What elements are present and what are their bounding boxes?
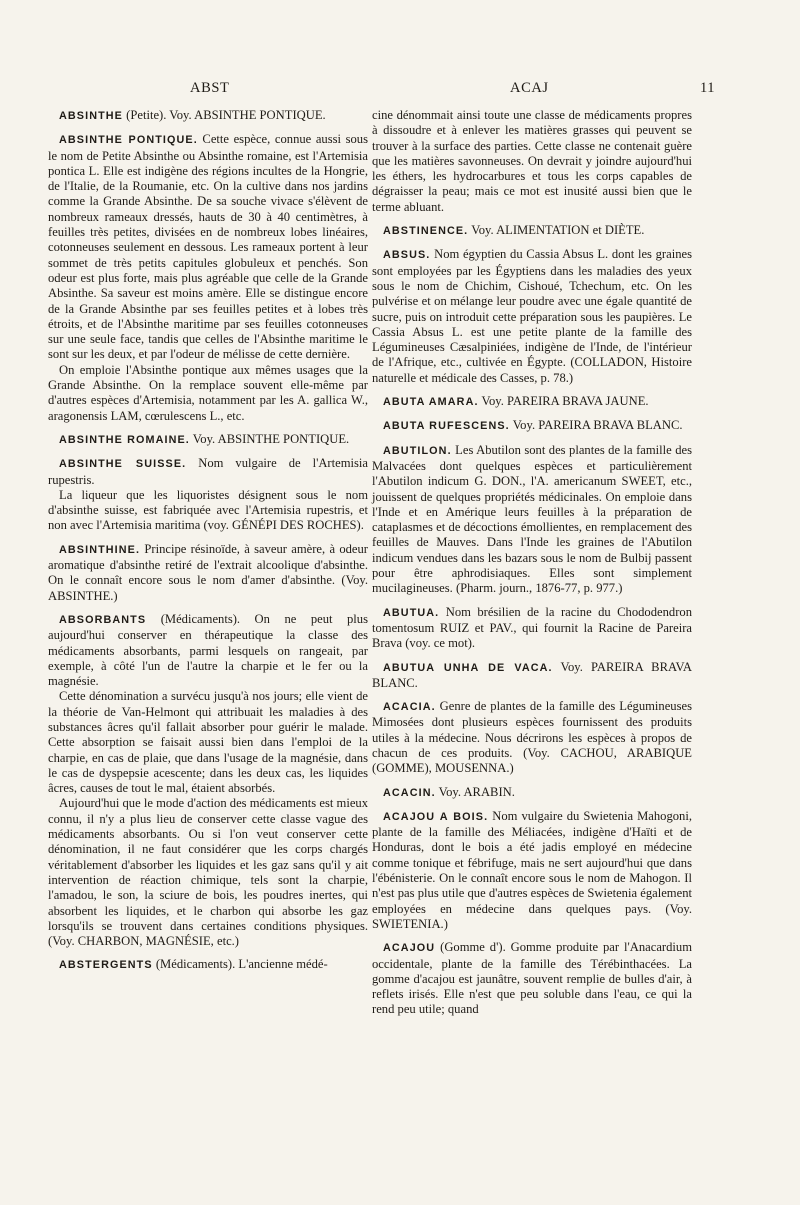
entry-text: Voy. ABSINTHE PONTIQUE. bbox=[192, 431, 350, 446]
entry-text: Nom vulgaire du Swietenia Mahogoni, plante de la famille des Méliacées, indigène d'Haïti et de Honduras, dont le bois a été jadis employé en médecine comme tonique et fébrifuge, mais ne sert aujourd'hui que dans l'ébénisterie. On le connaît encore sous le nom de Mahogon. Il n'est pas plus utile que d'autres espèces de Swietenia également employées en médecine dans quelques pays. (Voy. SWIETENIA.) bbox=[372, 808, 692, 931]
entry-paragraph bbox=[48, 796, 368, 949]
entry-paragraph bbox=[48, 432, 368, 448]
entry-paragraph bbox=[48, 612, 368, 689]
dictionary-entry bbox=[372, 418, 692, 434]
entry-headword: ABSTERGENTS bbox=[59, 959, 153, 972]
entry-headword: ABSUS. bbox=[383, 249, 431, 262]
right-column bbox=[372, 108, 692, 1026]
entry-headword: ABUTA AMARA. bbox=[383, 396, 479, 409]
entry-text: (Gomme d'). Gomme produite par l'Anacardium occidentale, plante de la famille des Térébinthacées. La gomme d'acajou est jaunâtre, souvent remplie de bulles d'air, à reflets irisés. Elle n'est que peu soluble dans l'eau, ce qui la rend peu utile; quand bbox=[372, 940, 692, 1017]
entry-paragraph bbox=[372, 418, 692, 434]
entry-text: Voy. ARABIN. bbox=[438, 784, 515, 799]
dictionary-entry bbox=[48, 432, 368, 448]
entry-text: Cette dénomination a survécu jusqu'à nos jours; elle vient de la théorie de Van-Helmont qui attribuait les maladies à des substances âcres qu'il fallait absorber pour guérir le malade. Cette absorption se faisait aussi bien dans l'emploi de la charpie, en cas de plaie, que dans l'usage de la magnésie, dans le cas de dyspepsie acescente; dans les deux cas, les liquides âcres, causes de tout le mal, étaient absorbés. bbox=[48, 689, 368, 796]
entry-text: Voy. PAREIRA BRAVA BLANC. bbox=[372, 659, 693, 690]
entry-headword: ABSORBANTS bbox=[59, 613, 147, 626]
page-number: 11 bbox=[700, 80, 716, 96]
entry-text: (Petite). Voy. ABSINTHE PONTIQUE. bbox=[126, 108, 326, 122]
entry-headword: ACAJOU bbox=[383, 942, 436, 955]
entry-text: Voy. PAREIRA BRAVA JAUNE. bbox=[481, 394, 649, 409]
entry-paragraph bbox=[372, 443, 692, 597]
entry-text: Les Abutilon sont des plantes de la famille des Malvacées dont quelques espèces et particulièrement l'Abutilon indicum G. DON., l'A. americanum SWEET, etc., jouissent de quelques propriétés médicinales. On emploie dans l'Inde et en Amérique leurs feuilles à la préparation de cataplasmes et de décoctions émollientes, en remplacement des feuilles de Mauves. Dans l'Inde les graines de l'Abutilon indicum vendues dans les bazars sous le nom de Bulbij passent pour être aphrodisiaques. Elles sont simplement mucilagineuses. (Pharm. journ., 1876-77, p. 977.) bbox=[372, 442, 692, 596]
dictionary-entry bbox=[372, 443, 692, 597]
dictionary-entry bbox=[372, 660, 692, 692]
entry-text: Cette espèce, connue aussi sous le nom de Petite Absinthe ou Absinthe romaine, est l'Artemisia pontica L. Elle est indigène des régions incultes de la Hongrie, de l'Italie, de la Roumanie, etc. On la cultive dans nos jardins comme la Grande Absinthe. De sa souche vivace s'élèvent de nombreux rameaux dressés, hauts de 30 à 40 centimètres, à feuilles très petites, divisées en de nombreux lobes linéaires, cotonneuses seulement en dessous. Les rameaux portent à leur sommet de très petits capitules globuleux et penchés. Son odeur est plus forte, mais plus agréable que celle de la Grande Absinthe. Sa saveur est moins amère. Elle se distingue encore de la Grande Absinthe par ses feuilles petites et à lobes très étroits, et de l'Absinthe maritime par ses feuilles cotonneuses sur une seule face, tandis que celles de l'Absinthe maritime le sont sur les deux, et par l'odeur de mélisse de cette dernière. bbox=[48, 132, 369, 362]
entry-paragraph bbox=[372, 809, 692, 932]
entry-headword: ABSINTHE SUISSE. bbox=[59, 458, 187, 471]
entry-paragraph bbox=[48, 132, 368, 362]
dictionary-entry bbox=[372, 223, 692, 239]
entry-headword: ACACIA. bbox=[383, 701, 436, 714]
entry-headword: ABUTUA UNHA DE VACA. bbox=[383, 661, 553, 674]
dictionary-entry bbox=[372, 699, 692, 776]
entry-headword: ABSTINENCE. bbox=[383, 225, 469, 238]
entry-text: La liqueur que les liquoristes désignent sous le nom d'absinthe suisse, est fabriquée avec l'Artemisia rupestris, et non avec l'Artemisia maritima (voy. GÉNÉPI DES ROCHES). bbox=[48, 487, 368, 533]
entry-paragraph bbox=[48, 689, 368, 796]
entry-text: (Médicaments). On ne peut plus aujourd'hui conserver en thérapeutique la classe des médicaments absorbants, parmi lesquels on rangeait, par exemple, à côté l'un de l'autre la charpie et le fer ou la magnésie. bbox=[48, 611, 368, 689]
entry-paragraph bbox=[372, 394, 692, 410]
dictionary-entry bbox=[372, 605, 692, 652]
entry-headword: ABUTILON. bbox=[383, 444, 452, 457]
dictionary-entry bbox=[48, 132, 368, 424]
dictionary-entry bbox=[48, 456, 368, 533]
entry-paragraph bbox=[372, 247, 692, 386]
dictionary-entry bbox=[372, 940, 692, 1017]
entry-text: Principe résinoïde, à saveur amère, à odeur aromatique d'absinthe retiré de l'extrait alcoolique d'absinthe. On le connaît encore sous le nom d'amer d'absinthe. (Voy. ABSINTHE.) bbox=[48, 541, 368, 603]
entry-text: Nom vulgaire de l'Artemisia rupestris. bbox=[48, 456, 369, 487]
entry-paragraph bbox=[48, 108, 368, 124]
entry-text: Voy. PAREIRA BRAVA BLANC. bbox=[512, 418, 683, 433]
dictionary-entry bbox=[48, 957, 368, 973]
dictionary-entry bbox=[48, 612, 368, 950]
dictionary-entry bbox=[372, 394, 692, 410]
entry-paragraph bbox=[372, 785, 692, 801]
entry-headword: ABSINTHINE. bbox=[59, 543, 141, 556]
entry-paragraph bbox=[372, 699, 692, 776]
entry-headword: ACACIN. bbox=[383, 786, 436, 799]
running-head-left: ABST bbox=[190, 80, 230, 96]
entry-text: Nom égyptien du Cassia Absus L. dont les graines sont employées par les Égyptiens dans les maladies des yeux sous le nom de Chichim, Cishoué, Tchechum, etc. On les pulvérise et on mélange leur poudre avec une égale quantité de sucre, puis on introduit cette préparation sous les paupières. Le Cassia Absus L. est une petite plante de la famille des Légumineuses Cæsalpiniées, indigène de l'Inde, de l'intérieur de l'Afrique, etc., cultivée en Égypte. (COLLADON, Histoire naturelle et médicale des Casses, p. 78.) bbox=[372, 247, 692, 385]
entry-text: Voy. ALIMENTATION et DIÈTE. bbox=[471, 223, 645, 238]
dictionary-entry bbox=[48, 542, 368, 604]
running-head-center: ACAJ bbox=[510, 80, 549, 96]
dictionary-entry bbox=[48, 108, 368, 124]
entry-paragraph bbox=[372, 108, 692, 215]
entry-paragraph bbox=[372, 605, 692, 652]
entry-headword: ABUTUA. bbox=[383, 606, 440, 619]
entry-headword: ABSINTHE bbox=[59, 110, 123, 122]
entry-headword: ABSINTHE PONTIQUE. bbox=[59, 134, 198, 147]
entry-paragraph bbox=[372, 223, 692, 239]
entry-paragraph bbox=[48, 957, 368, 973]
entry-paragraph bbox=[48, 488, 368, 534]
entry-paragraph bbox=[48, 542, 368, 604]
entry-text: Genre de plantes de la famille des Légumineuses Mimosées dont plusieurs espèces fournissent des produits utiles à la médecine. Nous décrirons les espèces à propos de chacun de ces produits. (Voy. CACHOU, ARABIQUE (GOMME), MOUSENNA.) bbox=[372, 699, 692, 776]
entry-paragraph bbox=[372, 660, 692, 692]
entry-text: cine dénommait ainsi toute une classe de médicaments propres à dissoudre et à enlever les matières grasses qui peuvent se trouver à la surface des parties. Cette classe ne contenait guère que les matières savonneuses. On devrait y joindre aujourd'hui les éthers, les hydrocarbures et tous les corps capables de dégraisser la peau; mais ce mot est inusité aussi bien que le terme abluant. bbox=[372, 108, 692, 214]
entry-headword: ABSINTHE ROMAINE. bbox=[59, 433, 190, 446]
entry-text: (Médicaments). L'ancienne médé- bbox=[155, 957, 328, 972]
dictionary-entry bbox=[372, 247, 692, 386]
entry-paragraph bbox=[48, 363, 368, 424]
entry-paragraph bbox=[372, 940, 692, 1017]
dictionary-entry bbox=[372, 809, 692, 932]
dictionary-entry bbox=[372, 785, 692, 801]
entry-text: Aujourd'hui que le mode d'action des médicaments est mieux connu, il n'y a plus lieu de conserver cette classe vague des médicaments absorbants. Ou si l'on veut conserver cette dénomination, il ne faut considérer que les corps chargés véritablement d'absorber les liquides et les gaz sans qu'il y ait intervention de réaction chimique, tels sont la charpie, l'amadou, le son, la sciure de bois, les poudres inertes, qui absorbent les liquides, et le charbon qui absorbe les gaz lorsqu'ils se trouvent dans certaines conditions physiques. (Voy. CHARBON, MAGNÉSIE, etc.) bbox=[48, 796, 368, 949]
entry-text: Nom brésilien de la racine du Chododendron tomentosum RUIZ et PAV., qui fournit la Racine de Pareira Brava (voy. ce mot). bbox=[372, 604, 692, 651]
entry-text: On emploie l'Absinthe pontique aux mêmes usages que la Grande Absinthe. On la remplace souvent elle-même par d'autres espèces d'Artemisia, notamment par les A. gallica W., aragonensis LAM, cœrulescens L., etc. bbox=[48, 362, 368, 423]
left-column bbox=[48, 108, 368, 982]
dictionary-entry bbox=[372, 108, 692, 215]
entry-paragraph bbox=[48, 456, 368, 488]
entry-headword: ABUTA RUFESCENS. bbox=[383, 420, 510, 433]
entry-headword: ACAJOU A BOIS. bbox=[383, 810, 489, 823]
